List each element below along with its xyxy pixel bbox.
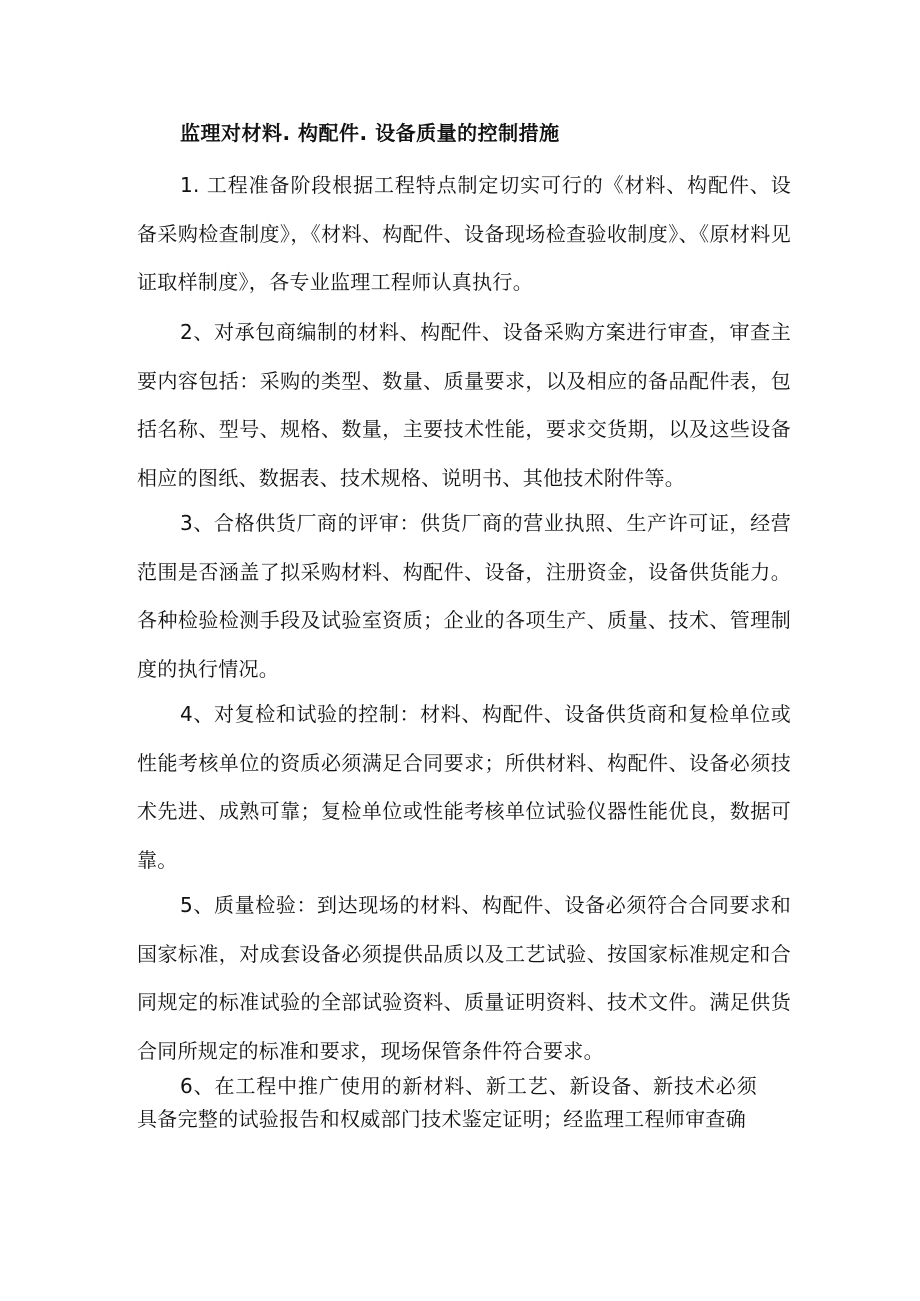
paragraph-6: 6、在工程中推广使用的新材料、新工艺、新设备、新技术必须具备完整的试验报告和权威部门技术鉴定证明；经监理工程师审查确 bbox=[137, 1074, 757, 1131]
paragraph-3: 3、合格供货厂商的评审：供货厂商的营业执照、生产许可证，经营范围是否涵盖了拟采购材料、构配件、设备，注册资金，设备供货能力。各种检验检测手段及试验室资质；企业的各项生产、质量、技术、管理制度的执行情况。 bbox=[137, 511, 791, 681]
document-title: 监理对材料. 构配件. 设备质量的控制措施 bbox=[180, 121, 560, 145]
paragraph-2: 2、对承包商编制的材料、构配件、设备采购方案进行审查，审查主要内容包括：采购的类型、数量、质量要求，以及相应的备品配件表，包括名称、型号、规格、数量，主要技术性能，要求交货期，以及这些设备相应的图纸、数据表、技术规格、说明书、其他技术附件等。 bbox=[137, 320, 791, 490]
paragraph-4: 4、对复检和试验的控制：材料、构配件、设备供货商和复检单位或性能考核单位的资质必须满足合同要求；所供材料、构配件、设备必须技术先进、成熟可靠；复检单位或性能考核单位试验仪器性能优良，数据可靠。 bbox=[137, 702, 791, 872]
paragraph-1: 1. 工程准备阶段根据工程特点制定切实可行的《材料、构配件、设备采购检查制度》，《材料、构配件、设备现场检查验收制度》、《原材料见证取样制度》，各专业监理工程师认真执行。 bbox=[137, 173, 791, 294]
paragraph-5: 5、质量检验：到达现场的材料、构配件、设备必须符合合同要求和国家标准，对成套设备必须提供品质以及工艺试验、按国家标准规定和合同规定的标准试验的全部试验资料、质量证明资料、技术文件。满足供货合同所规定的标准和要求，现场保管条件符合要求。 bbox=[137, 893, 791, 1063]
